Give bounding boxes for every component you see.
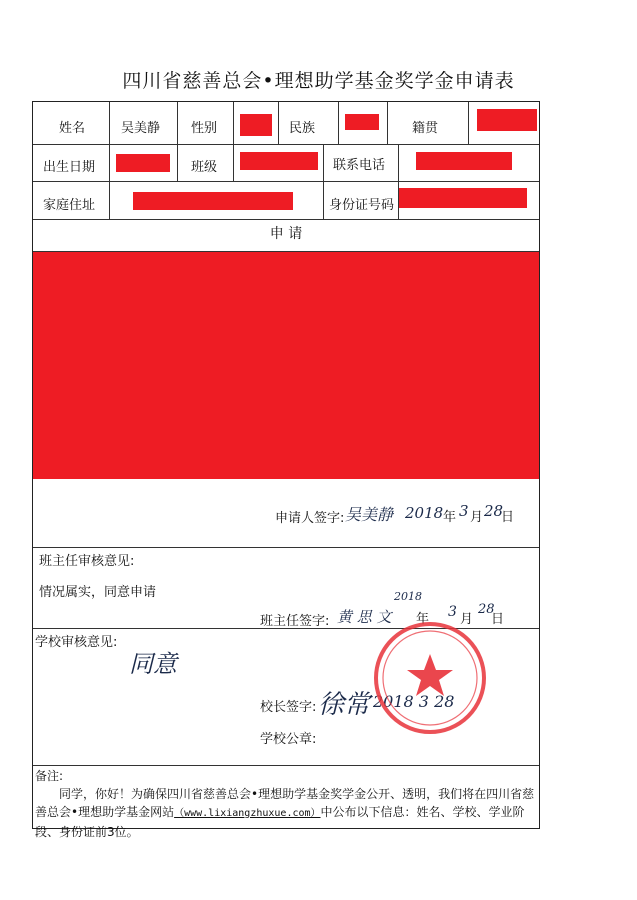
teacher-date-month: 3: [448, 604, 457, 620]
month-char: 月: [460, 612, 474, 627]
principal-sign-label: 校长签字:: [260, 700, 317, 715]
teacher-review-label: 班主任审核意见:: [39, 554, 135, 569]
col-divider: [323, 181, 324, 219]
id-number-redaction: [399, 188, 527, 208]
website-link[interactable]: （www.lixiangzhuxue.com）: [174, 808, 321, 819]
phone-redaction: [416, 152, 512, 170]
document-title: 四川省慈善总会•理想助学基金奖学金申请表: [122, 70, 515, 92]
name-label: 姓名: [59, 121, 86, 136]
application-text-redaction: [33, 252, 539, 479]
principal-signature: 徐常: [318, 690, 371, 720]
seal-star-icon: [407, 654, 453, 696]
origin-redaction: [477, 109, 537, 131]
applicant-date-month: 3: [459, 502, 469, 520]
teacher-date-day: 28: [478, 602, 495, 617]
col-divider: [233, 102, 234, 144]
col-divider: [468, 102, 469, 144]
notes-section: [35, 767, 535, 841]
ethnicity-redaction: [345, 114, 379, 130]
year-char: 年: [416, 612, 430, 627]
birth-date-label: 出生日期: [43, 160, 96, 175]
class-redaction: [240, 152, 318, 170]
teacher-opinion: 情况属实，同意申请: [39, 585, 157, 600]
day-char: 日: [501, 510, 515, 525]
month-char: 月: [470, 510, 484, 525]
applicant-date-year: 2018: [405, 504, 444, 522]
id-number-label: 身份证号码: [329, 198, 395, 213]
class-label: 班级: [191, 160, 218, 175]
gender-redaction: [240, 114, 272, 136]
row-divider: [33, 765, 539, 766]
applicant-sign-label: 申请人签字:: [275, 511, 345, 526]
col-divider: [109, 102, 110, 144]
gender-label: 性别: [191, 121, 218, 136]
col-divider: [177, 102, 178, 144]
notes-label: 备注:: [35, 769, 64, 783]
school-review-label: 学校审核意见:: [35, 635, 118, 650]
address-label: 家庭住址: [43, 198, 96, 213]
name-value: 吴美静: [121, 121, 161, 136]
school-opinion: 同意: [129, 650, 177, 678]
year-char: 年: [443, 510, 457, 525]
school-seal-stamp: [370, 618, 490, 738]
col-divider: [233, 144, 234, 181]
row-divider: [33, 219, 539, 220]
notes-text-end: 中公布以下信息：姓名、学校、学业阶段、身份证前3位。: [35, 805, 525, 839]
col-divider: [323, 144, 324, 181]
col-divider: [338, 102, 339, 144]
school-seal-label: 学校公章:: [260, 732, 317, 747]
day-char: 日: [491, 612, 505, 627]
ethnicity-label: 民族: [289, 121, 316, 136]
col-divider: [278, 102, 279, 144]
col-divider: [109, 181, 110, 219]
col-divider: [177, 144, 178, 181]
teacher-date-year: 2018: [394, 590, 422, 603]
application-heading: 申 请: [269, 226, 303, 242]
phone-label: 联系电话: [333, 158, 386, 173]
teacher-signature: 黄 思 文: [337, 608, 392, 626]
col-divider: [387, 102, 388, 144]
col-divider: [398, 144, 399, 181]
address-redaction: [133, 192, 293, 210]
teacher-sign-label: 班主任签字:: [260, 614, 330, 629]
birth-date-redaction: [116, 154, 170, 172]
row-divider: [33, 547, 539, 548]
origin-label: 籍贯: [412, 121, 439, 136]
applicant-date-day: 28: [484, 502, 504, 520]
principal-date: 2018 3 28: [373, 692, 455, 711]
notes-text: 同学，你好！为确保四川省慈善总会•理想助学基金奖学金公开、透明，我们将在四川省慈善总会•理想助学基金网站: [35, 787, 535, 819]
col-divider: [109, 144, 110, 181]
applicant-signature: 吴美静: [345, 505, 394, 524]
